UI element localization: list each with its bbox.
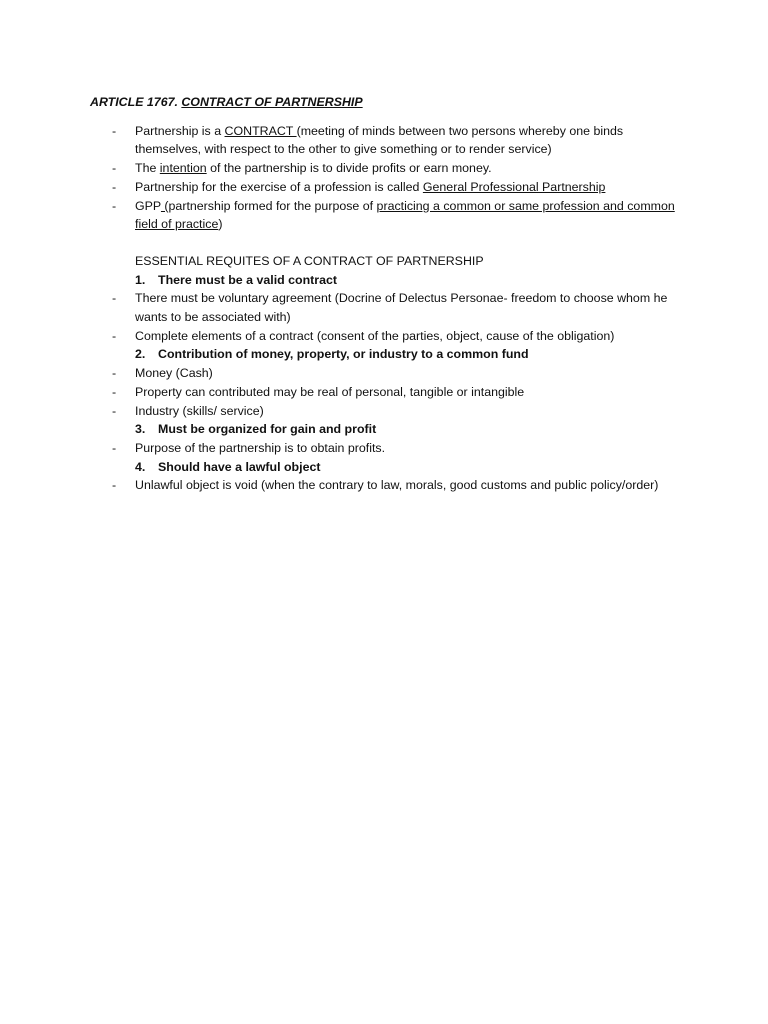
requirement-heading-2: 2. Contribution of money, property, or industry to a common fund (135, 347, 529, 362)
bullet-dash: - (112, 198, 117, 213)
document-body (90, 93, 680, 495)
list-item: - Partnership for the exercise of a profession is called General Professional Partnership (90, 178, 680, 197)
list-item: - Property can contributed may be real of personal, tangible or intangible (90, 383, 680, 402)
list-item: - Unlawful object is void (when the contrary to law, morals, good customs and public policy/order) (90, 476, 680, 495)
article-title (90, 93, 680, 112)
requirement-heading-1: 1. There must be a valid contract (135, 272, 338, 287)
requirement-heading-3: 3. Must be organized for gain and profit (135, 422, 377, 437)
bullet-dash: - (112, 161, 117, 176)
list-item: - Purpose of the partnership is to obtain profits. (90, 439, 680, 458)
requirement-heading-4: 4. Should have a lawful object (135, 459, 321, 474)
intro-list (90, 122, 680, 234)
bullet-dash: - (112, 328, 117, 343)
bullet-dash: - (112, 403, 117, 418)
bullet-dash: - (112, 366, 117, 381)
bullet-dash: - (112, 291, 117, 306)
bullet-dash: - (112, 384, 117, 399)
article-title-underlined: CONTRACT OF PARTNERSHIP (181, 95, 363, 109)
list-item: - GPP (partnership formed for the purpose of practicing a common or same profession and common field of practice) (112, 198, 675, 232)
list-item: - Complete elements of a contract (consent of the parties, object, cause of the obligation) (90, 327, 680, 346)
list-item: - Partnership is a CONTRACT (meeting of minds between two persons whereby one binds themselves, with respect to the other to give something or to render service) (112, 123, 624, 157)
list-item: - Money (Cash) (90, 364, 680, 383)
list-item: - There must be voluntary agreement (Docrine of Delectus Personae- freedom to choose whom he wants to be associated with) (112, 291, 668, 325)
article-title-prefix: ARTICLE 1767. (90, 95, 182, 109)
section-heading: ESSENTIAL REQUITES OF A CONTRACT OF PARTNERSHIP (135, 253, 484, 268)
bullet-dash: - (112, 440, 117, 455)
bullet-dash: - (112, 123, 117, 138)
list-item: - The intention of the partnership is to divide profits or earn money. (90, 159, 680, 178)
bullet-dash: - (112, 478, 117, 493)
bullet-dash: - (112, 179, 117, 194)
list-item: - Industry (skills/ service) (90, 402, 680, 421)
